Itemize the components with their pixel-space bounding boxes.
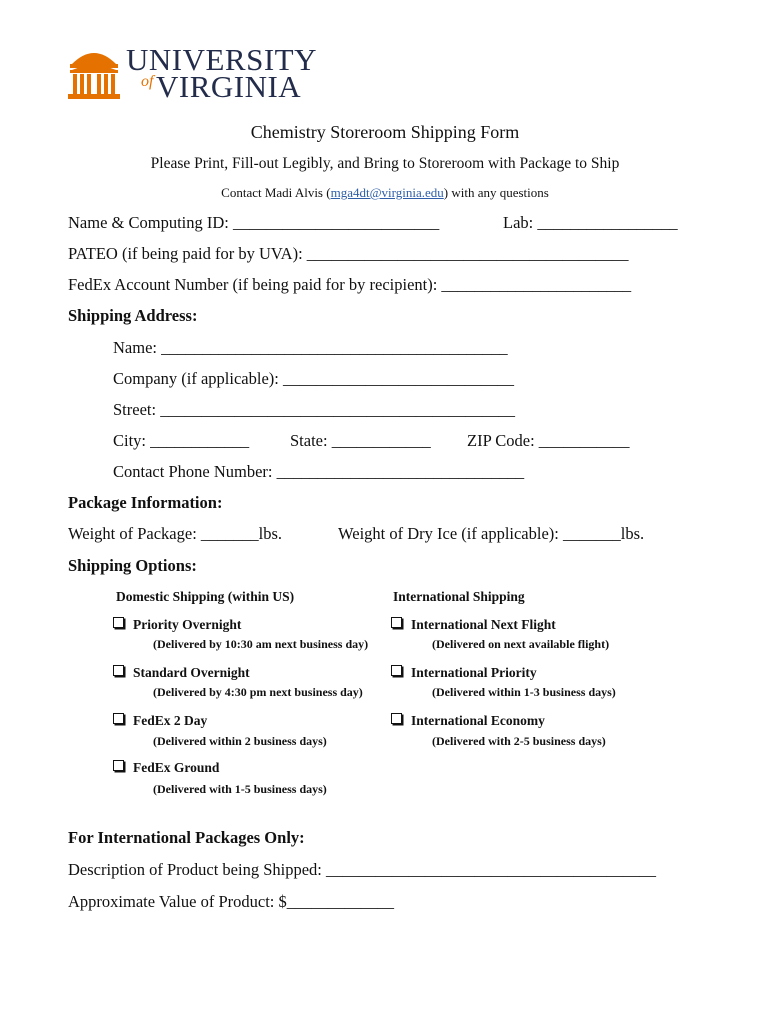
option-detail: (Delivered with 1-5 business days)	[153, 782, 327, 796]
logo-virginia-text: VIRGINIA	[156, 69, 302, 104]
option-standard-overnight[interactable]	[113, 665, 250, 680]
option-priority-overnight[interactable]	[113, 617, 241, 632]
option-detail: (Delivered with 2-5 business days)	[432, 734, 606, 748]
option-label: International Next Flight	[411, 617, 556, 632]
option-detail: (Delivered within 2 business days)	[153, 734, 327, 748]
contact-suffix: ) with any questions	[443, 185, 549, 200]
checkbox-icon[interactable]	[391, 665, 402, 676]
contact-prefix: Contact Madi Alvis (	[221, 185, 331, 200]
contact-line	[0, 186, 770, 199]
package-weight-field[interactable]: Weight of Package: _______lbs.	[68, 524, 283, 543]
shipping-address-heading: Shipping Address:	[68, 306, 198, 325]
option-detail: (Delivered by 10:30 am next business day)	[153, 637, 369, 651]
shipping-options-heading: Shipping Options:	[68, 556, 197, 575]
name-computing-id-field[interactable]: Name & Computing ID: _________________________	[68, 213, 440, 232]
form-title: Chemistry Storeroom Shipping Form	[250, 122, 520, 142]
option-label: International Priority	[411, 665, 537, 680]
option-label: FedEx 2 Day	[133, 713, 208, 728]
international-only-heading: For International Packages Only:	[68, 828, 305, 847]
street-field[interactable]: Street: ___________________________________________	[113, 400, 515, 419]
option-fedex-ground[interactable]	[113, 760, 219, 775]
checkbox-icon[interactable]	[113, 617, 124, 628]
contact-phone-field[interactable]: Contact Phone Number: ______________________________	[113, 462, 525, 481]
uva-logo	[68, 42, 317, 104]
zip-field[interactable]: ZIP Code: ___________	[467, 431, 630, 450]
option-international-next-flight[interactable]	[391, 617, 556, 632]
checkbox-icon[interactable]	[391, 713, 402, 724]
option-fedex-2-day[interactable]	[113, 713, 207, 728]
checkbox-icon[interactable]	[113, 760, 124, 771]
option-label: FedEx Ground	[133, 760, 220, 775]
city-field[interactable]: City: ____________	[113, 431, 250, 450]
option-label: International Economy	[411, 713, 545, 728]
rotunda-logo-icon	[68, 44, 120, 100]
pateo-field[interactable]: PATEO (if being paid for by UVA): _______________________________________	[68, 244, 629, 263]
option-label: Priority Overnight	[133, 617, 242, 632]
checkbox-icon[interactable]	[113, 665, 124, 676]
product-description-field[interactable]: Description of Product being Shipped: ________________________________________	[68, 860, 657, 879]
contact-email-link[interactable]: mga4dt@virginia.edu	[330, 185, 444, 200]
option-international-priority[interactable]	[391, 665, 537, 680]
package-info-heading: Package Information:	[68, 493, 223, 512]
product-value-field[interactable]: Approximate Value of Product: $_____________	[68, 892, 394, 911]
logo-of-text: of	[141, 73, 154, 90]
fedex-account-field[interactable]: FedEx Account Number (if being paid for by recipient): _______________________	[68, 275, 632, 294]
option-detail: (Delivered by 4:30 pm next business day)	[153, 685, 363, 699]
option-detail: (Delivered within 1-3 business days)	[432, 685, 616, 699]
state-field[interactable]: State: ____________	[290, 431, 431, 450]
option-detail: (Delivered on next available flight)	[432, 637, 610, 651]
recipient-name-field[interactable]: Name: __________________________________________	[113, 338, 508, 357]
checkbox-icon[interactable]	[113, 713, 124, 724]
form-subtitle: Please Print, Fill-out Legibly, and Bring to Storeroom with Package to Ship	[150, 155, 620, 172]
option-label: Standard Overnight	[133, 665, 250, 680]
international-shipping-title: International Shipping	[393, 589, 525, 604]
dry-ice-weight-field[interactable]: Weight of Dry Ice (if applicable): _______lbs.	[338, 524, 645, 543]
option-international-economy[interactable]	[391, 713, 545, 728]
company-field[interactable]: Company (if applicable): ____________________________	[113, 369, 514, 388]
checkbox-icon[interactable]	[391, 617, 402, 628]
domestic-shipping-title: Domestic Shipping (within US)	[116, 589, 295, 604]
logo-university-text: UNIVERSITY	[126, 42, 317, 77]
lab-field[interactable]: Lab: _________________	[503, 213, 678, 232]
